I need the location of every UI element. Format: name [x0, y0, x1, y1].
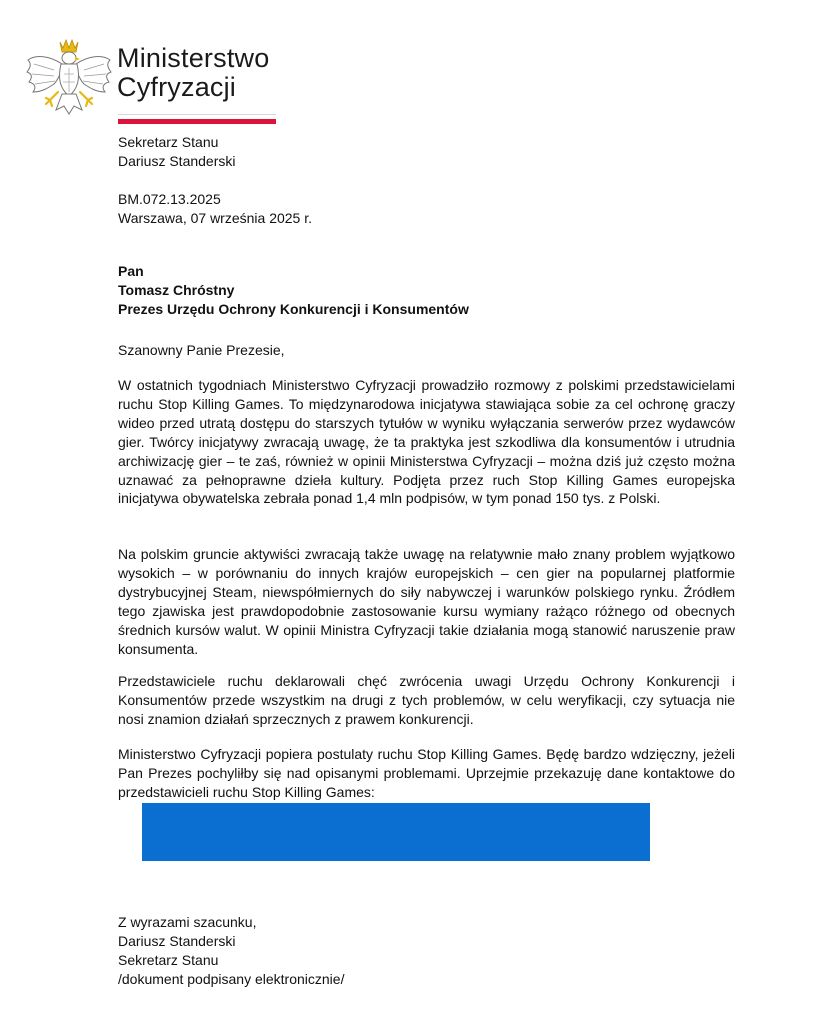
paragraph-4: Ministerstwo Cyfryzacji popiera postulaty ruchu Stop Killing Games. Będę bardzo wdzięczny, jeżeli Pan Prezes pochyliłby się nad opisanymi problemami. Uprzejmie przekazuję dane kontaktowe do przedstawicieli ruchu Stop Killing Games: — [118, 746, 735, 800]
place-date: Warszawa, 07 września 2025 r. — [118, 210, 313, 226]
recipient-block — [118, 262, 469, 319]
flag-stripe — [118, 114, 276, 125]
redacted-contact-box — [142, 803, 650, 861]
sender-name: Dariusz Standerski — [118, 153, 236, 169]
paragraph-3: Przedstawiciele ruchu deklarowali chęć zwrócenia uwagi Urzędu Ochrony Konkurencji i Konsumentów przede wszystkim na drugi z tych problemów, w celu weryfikacji, czy sytuacja nie nosi znamion działań sprzecznych z prawem konkurencji. — [118, 673, 735, 727]
ministry-name — [117, 44, 269, 102]
closing-name: Dariusz Standerski — [118, 933, 236, 949]
ministry-name-line2: Cyfryzacji — [117, 72, 237, 102]
reference-block — [118, 190, 312, 228]
closing-regards: Z wyrazami szacunku, — [118, 914, 257, 930]
sender-title: Sekretarz Stanu — [118, 134, 219, 150]
signature-note: /dokument podpisany elektronicznie/ — [118, 971, 345, 987]
polish-eagle-emblem-icon — [24, 36, 112, 122]
greeting: Szanowny Panie Prezesie, — [118, 342, 285, 358]
recipient-position: Prezes Urzędu Ochrony Konkurencji i Konsumentów — [118, 301, 469, 317]
paragraph-2: Na polskim gruncie aktywiści zwracają także uwagę na relatywnie mało znany problem wyjątkowo wysokich – w porównaniu do innych krajów europejskich – cen gier na popularnej platformie dystrybucyjnej Steam, niewspółmiernych do siły nabywczej i warunków polskiego rynku. Źródłem tego zjawiska jest prawdopodobnie zastosowanie kursu wymiany rażąco różnego od obecnych średnich kursów walut. W opinii Ministra Cyfryzacji takie działania mogą stanowić naruszenie praw konsumenta. — [118, 546, 735, 657]
paragraph-1: W ostatnich tygodniach Ministerstwo Cyfryzacji prowadziło rozmowy z polskimi przedstawicielami ruchu Stop Killing Games. To międzynarodowa inicjatywa stawiająca sobie za cel ochronę graczy wideo przed utratą dostępu do starszych tytułów w wyniku wyłączania serwerów przez wydawców gier. Twórcy inicjatywy zwracają uwagę, że ta praktyka jest szkodliwa dla konsumentów i utrudnia archiwizację gier – te zaś, również w opinii Ministerstwa Cyfryzacji – można dziś już często można uznawać za pełnoprawne dzieła kultury. Podjęta przez ruch Stop Killing Games europejska inicjatywa obywatelska zebrała ponad 1,4 mln podpisów, w tym ponad 150 tys. z Polski. — [118, 377, 735, 507]
closing-block — [118, 913, 344, 989]
reference-number: BM.072.13.2025 — [118, 191, 221, 207]
closing-title: Sekretarz Stanu — [118, 952, 219, 968]
recipient-salutation: Pan — [118, 263, 144, 279]
sender-block — [118, 133, 236, 171]
recipient-name: Tomasz Chróstny — [118, 282, 235, 298]
flag-stripe-red — [118, 119, 276, 124]
ministry-name-line1: Ministerstwo — [117, 43, 270, 73]
